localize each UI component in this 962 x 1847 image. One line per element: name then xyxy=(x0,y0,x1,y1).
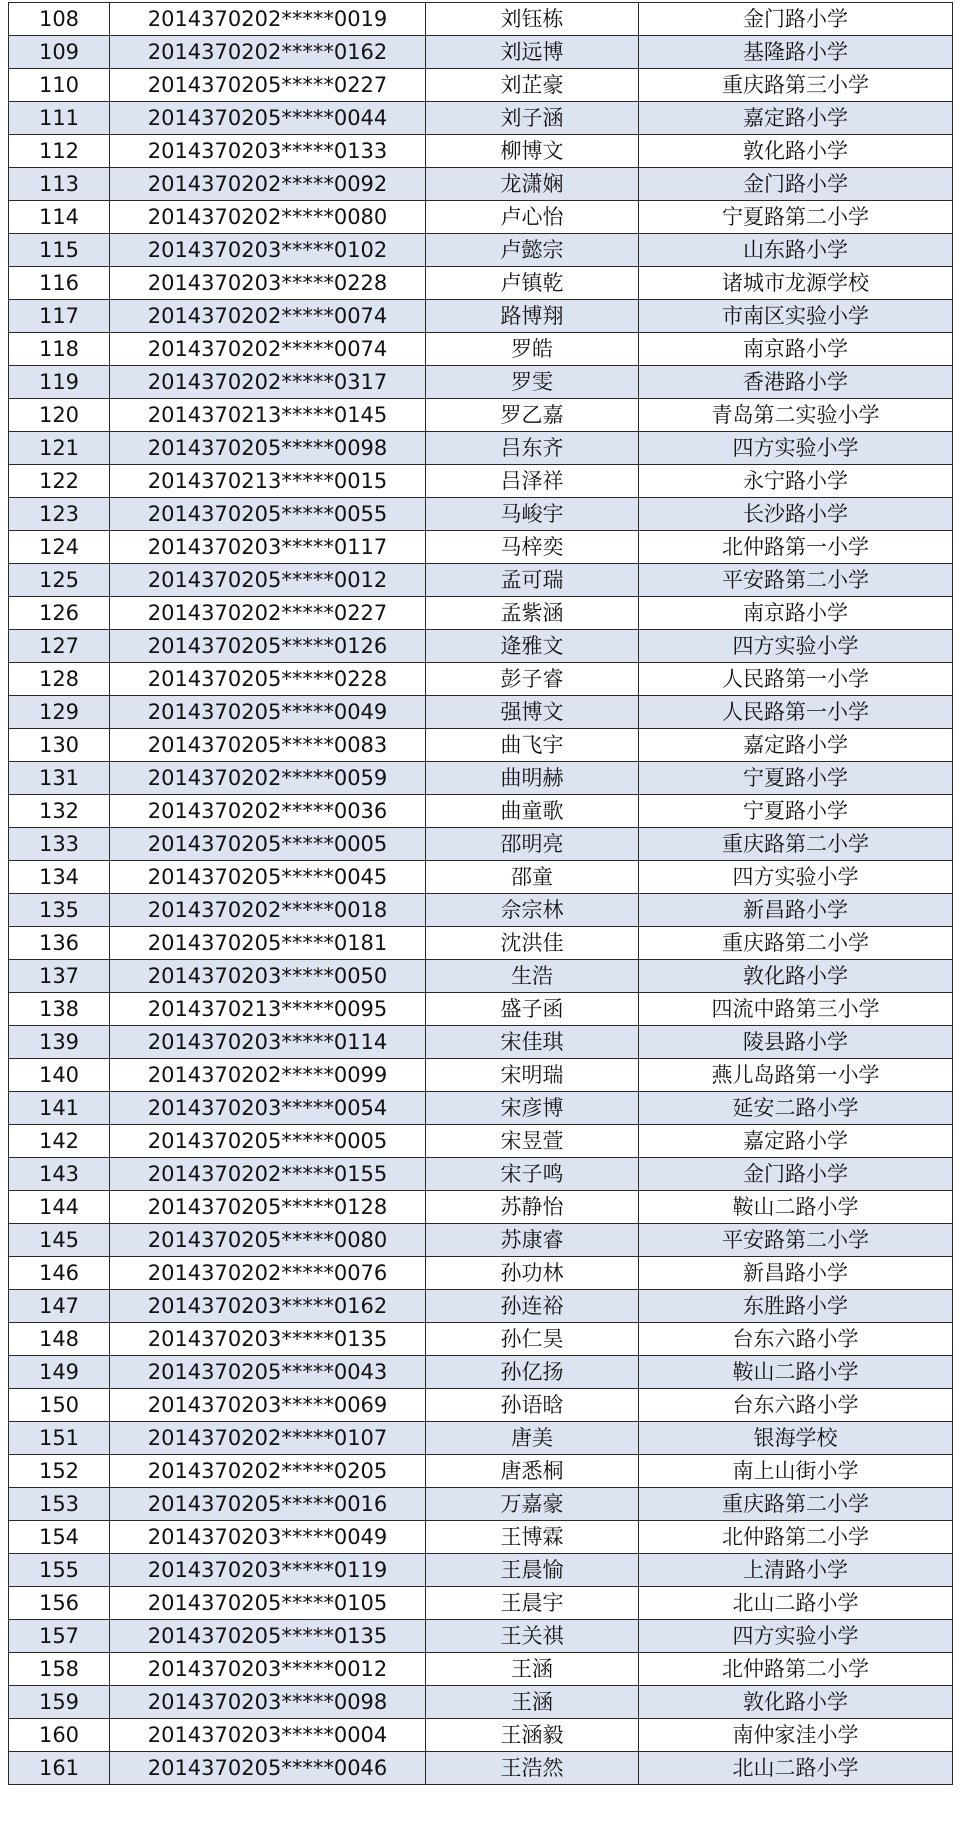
row-number-cell: 122 xyxy=(9,465,110,498)
student-name-cell: 孙仁昊 xyxy=(426,1323,639,1356)
table-row xyxy=(9,729,953,762)
school-cell: 北山二路小学 xyxy=(639,1587,953,1620)
table-row xyxy=(9,1092,953,1125)
student-id-cell: 2014370203*****0114 xyxy=(110,1026,426,1059)
student-name-cell: 宋佳琪 xyxy=(426,1026,639,1059)
student-id-cell: 2014370202*****0107 xyxy=(110,1422,426,1455)
table-row xyxy=(9,498,953,531)
student-id-cell: 2014370203*****0102 xyxy=(110,234,426,267)
school-cell: 上清路小学 xyxy=(639,1554,953,1587)
table-row xyxy=(9,993,953,1026)
student-name-cell: 柳博文 xyxy=(426,135,639,168)
table-row xyxy=(9,762,953,795)
school-cell: 新昌路小学 xyxy=(639,1257,953,1290)
school-cell: 人民路第一小学 xyxy=(639,663,953,696)
row-number-cell: 154 xyxy=(9,1521,110,1554)
student-id-cell: 2014370203*****0162 xyxy=(110,1290,426,1323)
row-number-cell: 159 xyxy=(9,1686,110,1719)
table-row xyxy=(9,465,953,498)
row-number-cell: 136 xyxy=(9,927,110,960)
table-row xyxy=(9,894,953,927)
row-number-cell: 117 xyxy=(9,300,110,333)
school-cell: 敦化路小学 xyxy=(639,1686,953,1719)
student-id-cell: 2014370205*****0080 xyxy=(110,1224,426,1257)
school-cell: 台东六路小学 xyxy=(639,1323,953,1356)
school-cell: 金门路小学 xyxy=(639,168,953,201)
student-id-cell: 2014370202*****0036 xyxy=(110,795,426,828)
table-row xyxy=(9,696,953,729)
school-cell: 重庆路第二小学 xyxy=(639,828,953,861)
table-row xyxy=(9,861,953,894)
student-name-cell: 路博翔 xyxy=(426,300,639,333)
row-number-cell: 118 xyxy=(9,333,110,366)
row-number-cell: 153 xyxy=(9,1488,110,1521)
student-name-cell: 孟紫涵 xyxy=(426,597,639,630)
student-name-cell: 马峻宇 xyxy=(426,498,639,531)
student-table xyxy=(8,2,953,1785)
table-row xyxy=(9,564,953,597)
student-name-cell: 马梓奕 xyxy=(426,531,639,564)
student-id-cell: 2014370205*****0083 xyxy=(110,729,426,762)
table-row xyxy=(9,333,953,366)
student-name-cell: 孟可瑞 xyxy=(426,564,639,597)
student-name-cell: 王涵毅 xyxy=(426,1719,639,1752)
student-id-cell: 2014370205*****0098 xyxy=(110,432,426,465)
student-id-cell: 2014370205*****0005 xyxy=(110,1125,426,1158)
table-row xyxy=(9,1620,953,1653)
student-id-cell: 2014370202*****0019 xyxy=(110,3,426,36)
student-id-cell: 2014370203*****0004 xyxy=(110,1719,426,1752)
student-name-cell: 刘芷豪 xyxy=(426,69,639,102)
school-cell: 平安路第二小学 xyxy=(639,564,953,597)
table-row xyxy=(9,1455,953,1488)
student-id-cell: 2014370205*****0055 xyxy=(110,498,426,531)
school-cell: 银海学校 xyxy=(639,1422,953,1455)
row-number-cell: 126 xyxy=(9,597,110,630)
row-number-cell: 127 xyxy=(9,630,110,663)
table-row xyxy=(9,201,953,234)
student-name-cell: 宋子鸣 xyxy=(426,1158,639,1191)
student-id-cell: 2014370203*****0098 xyxy=(110,1686,426,1719)
table-row xyxy=(9,1587,953,1620)
student-name-cell: 卢心怡 xyxy=(426,201,639,234)
table-row xyxy=(9,1719,953,1752)
row-number-cell: 109 xyxy=(9,36,110,69)
student-id-cell: 2014370203*****0119 xyxy=(110,1554,426,1587)
row-number-cell: 108 xyxy=(9,3,110,36)
table-row xyxy=(9,1158,953,1191)
student-id-cell: 2014370205*****0228 xyxy=(110,663,426,696)
row-number-cell: 149 xyxy=(9,1356,110,1389)
row-number-cell: 156 xyxy=(9,1587,110,1620)
student-id-cell: 2014370203*****0049 xyxy=(110,1521,426,1554)
row-number-cell: 120 xyxy=(9,399,110,432)
row-number-cell: 148 xyxy=(9,1323,110,1356)
table-row xyxy=(9,1026,953,1059)
student-id-cell: 2014370205*****0105 xyxy=(110,1587,426,1620)
row-number-cell: 112 xyxy=(9,135,110,168)
student-id-cell: 2014370202*****0227 xyxy=(110,597,426,630)
table-row xyxy=(9,168,953,201)
table-body xyxy=(9,3,953,1785)
student-id-cell: 2014370205*****0128 xyxy=(110,1191,426,1224)
school-cell: 金门路小学 xyxy=(639,3,953,36)
school-cell: 重庆路第三小学 xyxy=(639,69,953,102)
school-cell: 敦化路小学 xyxy=(639,960,953,993)
student-id-cell: 2014370213*****0095 xyxy=(110,993,426,1026)
table-row xyxy=(9,630,953,663)
row-number-cell: 145 xyxy=(9,1224,110,1257)
table-row xyxy=(9,927,953,960)
table-row xyxy=(9,1422,953,1455)
row-number-cell: 113 xyxy=(9,168,110,201)
student-id-cell: 2014370203*****0069 xyxy=(110,1389,426,1422)
student-name-cell: 孙语晗 xyxy=(426,1389,639,1422)
school-cell: 四流中路第三小学 xyxy=(639,993,953,1026)
table-row xyxy=(9,663,953,696)
row-number-cell: 119 xyxy=(9,366,110,399)
student-name-cell: 吕东齐 xyxy=(426,432,639,465)
row-number-cell: 132 xyxy=(9,795,110,828)
student-name-cell: 卢懿宗 xyxy=(426,234,639,267)
student-id-cell: 2014370202*****0155 xyxy=(110,1158,426,1191)
student-name-cell: 沈洪佳 xyxy=(426,927,639,960)
row-number-cell: 160 xyxy=(9,1719,110,1752)
table-row xyxy=(9,135,953,168)
student-name-cell: 万嘉豪 xyxy=(426,1488,639,1521)
student-id-cell: 2014370203*****0054 xyxy=(110,1092,426,1125)
row-number-cell: 123 xyxy=(9,498,110,531)
student-id-cell: 2014370203*****0135 xyxy=(110,1323,426,1356)
table-row xyxy=(9,1059,953,1092)
school-cell: 敦化路小学 xyxy=(639,135,953,168)
row-number-cell: 111 xyxy=(9,102,110,135)
student-name-cell: 生浩 xyxy=(426,960,639,993)
row-number-cell: 150 xyxy=(9,1389,110,1422)
student-name-cell: 邵明亮 xyxy=(426,828,639,861)
student-name-cell: 逄雅文 xyxy=(426,630,639,663)
student-id-cell: 2014370205*****0049 xyxy=(110,696,426,729)
table-row xyxy=(9,960,953,993)
school-cell: 金门路小学 xyxy=(639,1158,953,1191)
student-id-cell: 2014370205*****0044 xyxy=(110,102,426,135)
table-row xyxy=(9,531,953,564)
row-number-cell: 138 xyxy=(9,993,110,1026)
row-number-cell: 152 xyxy=(9,1455,110,1488)
table-row xyxy=(9,1521,953,1554)
student-id-cell: 2014370202*****0080 xyxy=(110,201,426,234)
school-cell: 东胜路小学 xyxy=(639,1290,953,1323)
student-id-cell: 2014370202*****0205 xyxy=(110,1455,426,1488)
student-name-cell: 宋明瑞 xyxy=(426,1059,639,1092)
school-cell: 陵县路小学 xyxy=(639,1026,953,1059)
student-name-cell: 罗乙嘉 xyxy=(426,399,639,432)
row-number-cell: 161 xyxy=(9,1752,110,1785)
row-number-cell: 124 xyxy=(9,531,110,564)
student-id-cell: 2014370203*****0012 xyxy=(110,1653,426,1686)
student-id-cell: 2014370202*****0092 xyxy=(110,168,426,201)
student-name-cell: 王晨愉 xyxy=(426,1554,639,1587)
student-name-cell: 刘子涵 xyxy=(426,102,639,135)
student-name-cell: 王关祺 xyxy=(426,1620,639,1653)
row-number-cell: 116 xyxy=(9,267,110,300)
student-id-cell: 2014370205*****0181 xyxy=(110,927,426,960)
row-number-cell: 125 xyxy=(9,564,110,597)
school-cell: 北仲路第二小学 xyxy=(639,1653,953,1686)
student-name-cell: 曲童歌 xyxy=(426,795,639,828)
table-row xyxy=(9,1323,953,1356)
school-cell: 重庆路第二小学 xyxy=(639,927,953,960)
student-name-cell: 刘钰栋 xyxy=(426,3,639,36)
row-number-cell: 157 xyxy=(9,1620,110,1653)
student-name-cell: 罗雯 xyxy=(426,366,639,399)
row-number-cell: 134 xyxy=(9,861,110,894)
school-cell: 永宁路小学 xyxy=(639,465,953,498)
student-name-cell: 唐悉桐 xyxy=(426,1455,639,1488)
student-id-cell: 2014370202*****0076 xyxy=(110,1257,426,1290)
school-cell: 延安二路小学 xyxy=(639,1092,953,1125)
student-id-cell: 2014370213*****0015 xyxy=(110,465,426,498)
student-id-cell: 2014370202*****0317 xyxy=(110,366,426,399)
row-number-cell: 128 xyxy=(9,663,110,696)
row-number-cell: 131 xyxy=(9,762,110,795)
school-cell: 四方实验小学 xyxy=(639,630,953,663)
student-name-cell: 彭子睿 xyxy=(426,663,639,696)
school-cell: 宁夏路小学 xyxy=(639,795,953,828)
student-name-cell: 佘宗林 xyxy=(426,894,639,927)
student-name-cell: 卢镇乾 xyxy=(426,267,639,300)
student-name-cell: 曲明赫 xyxy=(426,762,639,795)
student-id-cell: 2014370205*****0005 xyxy=(110,828,426,861)
student-name-cell: 龙潇娴 xyxy=(426,168,639,201)
student-id-cell: 2014370202*****0099 xyxy=(110,1059,426,1092)
row-number-cell: 139 xyxy=(9,1026,110,1059)
student-id-cell: 2014370205*****0012 xyxy=(110,564,426,597)
school-cell: 青岛第二实验小学 xyxy=(639,399,953,432)
table-row xyxy=(9,1290,953,1323)
student-id-cell: 2014370202*****0074 xyxy=(110,333,426,366)
school-cell: 鞍山二路小学 xyxy=(639,1191,953,1224)
school-cell: 平安路第二小学 xyxy=(639,1224,953,1257)
row-number-cell: 147 xyxy=(9,1290,110,1323)
table-row xyxy=(9,36,953,69)
school-cell: 南京路小学 xyxy=(639,333,953,366)
row-number-cell: 129 xyxy=(9,696,110,729)
school-cell: 北山二路小学 xyxy=(639,1752,953,1785)
row-number-cell: 141 xyxy=(9,1092,110,1125)
student-id-cell: 2014370203*****0228 xyxy=(110,267,426,300)
school-cell: 南上山街小学 xyxy=(639,1455,953,1488)
table-row xyxy=(9,1653,953,1686)
row-number-cell: 158 xyxy=(9,1653,110,1686)
table-row xyxy=(9,234,953,267)
school-cell: 北仲路第二小学 xyxy=(639,1521,953,1554)
student-id-cell: 2014370205*****0016 xyxy=(110,1488,426,1521)
student-name-cell: 孙亿扬 xyxy=(426,1356,639,1389)
table-row xyxy=(9,69,953,102)
table-row xyxy=(9,597,953,630)
row-number-cell: 151 xyxy=(9,1422,110,1455)
school-cell: 四方实验小学 xyxy=(639,1620,953,1653)
school-cell: 山东路小学 xyxy=(639,234,953,267)
student-name-cell: 宋昱萱 xyxy=(426,1125,639,1158)
row-number-cell: 130 xyxy=(9,729,110,762)
table-row xyxy=(9,102,953,135)
student-name-cell: 邵童 xyxy=(426,861,639,894)
school-cell: 燕儿岛路第一小学 xyxy=(639,1059,953,1092)
table-row xyxy=(9,300,953,333)
school-cell: 市南区实验小学 xyxy=(639,300,953,333)
table-row xyxy=(9,432,953,465)
student-id-cell: 2014370205*****0045 xyxy=(110,861,426,894)
student-name-cell: 孙功林 xyxy=(426,1257,639,1290)
school-cell: 嘉定路小学 xyxy=(639,102,953,135)
student-id-cell: 2014370203*****0133 xyxy=(110,135,426,168)
row-number-cell: 110 xyxy=(9,69,110,102)
student-id-cell: 2014370202*****0074 xyxy=(110,300,426,333)
table-row xyxy=(9,1554,953,1587)
student-name-cell: 苏静怡 xyxy=(426,1191,639,1224)
student-id-cell: 2014370202*****0059 xyxy=(110,762,426,795)
school-cell: 宁夏路第二小学 xyxy=(639,201,953,234)
table-row xyxy=(9,1389,953,1422)
row-number-cell: 140 xyxy=(9,1059,110,1092)
row-number-cell: 155 xyxy=(9,1554,110,1587)
row-number-cell: 114 xyxy=(9,201,110,234)
school-cell: 嘉定路小学 xyxy=(639,729,953,762)
school-cell: 香港路小学 xyxy=(639,366,953,399)
table-row xyxy=(9,1224,953,1257)
row-number-cell: 137 xyxy=(9,960,110,993)
student-id-cell: 2014370205*****0046 xyxy=(110,1752,426,1785)
school-cell: 宁夏路小学 xyxy=(639,762,953,795)
student-name-cell: 王晨宇 xyxy=(426,1587,639,1620)
row-number-cell: 135 xyxy=(9,894,110,927)
table-row xyxy=(9,795,953,828)
row-number-cell: 142 xyxy=(9,1125,110,1158)
table-row xyxy=(9,267,953,300)
school-cell: 诸城市龙源学校 xyxy=(639,267,953,300)
student-name-cell: 唐美 xyxy=(426,1422,639,1455)
row-number-cell: 143 xyxy=(9,1158,110,1191)
student-id-cell: 2014370205*****0126 xyxy=(110,630,426,663)
row-number-cell: 146 xyxy=(9,1257,110,1290)
student-name-cell: 王博霖 xyxy=(426,1521,639,1554)
table-row xyxy=(9,1191,953,1224)
student-id-cell: 2014370203*****0117 xyxy=(110,531,426,564)
table-row xyxy=(9,1257,953,1290)
school-cell: 南京路小学 xyxy=(639,597,953,630)
student-name-cell: 盛子函 xyxy=(426,993,639,1026)
student-name-cell: 王浩然 xyxy=(426,1752,639,1785)
row-number-cell: 121 xyxy=(9,432,110,465)
school-cell: 长沙路小学 xyxy=(639,498,953,531)
school-cell: 北仲路第一小学 xyxy=(639,531,953,564)
student-name-cell: 王涵 xyxy=(426,1686,639,1719)
table-row xyxy=(9,1488,953,1521)
student-name-cell: 吕泽祥 xyxy=(426,465,639,498)
school-cell: 人民路第一小学 xyxy=(639,696,953,729)
table-row xyxy=(9,1356,953,1389)
school-cell: 基隆路小学 xyxy=(639,36,953,69)
student-id-cell: 2014370205*****0043 xyxy=(110,1356,426,1389)
table-row xyxy=(9,828,953,861)
row-number-cell: 115 xyxy=(9,234,110,267)
student-name-cell: 曲飞宇 xyxy=(426,729,639,762)
student-id-cell: 2014370203*****0050 xyxy=(110,960,426,993)
student-name-cell: 宋彦博 xyxy=(426,1092,639,1125)
student-id-cell: 2014370205*****0227 xyxy=(110,69,426,102)
table-row xyxy=(9,3,953,36)
student-name-cell: 强博文 xyxy=(426,696,639,729)
school-cell: 四方实验小学 xyxy=(639,861,953,894)
row-number-cell: 133 xyxy=(9,828,110,861)
table-row xyxy=(9,1752,953,1785)
student-id-cell: 2014370213*****0145 xyxy=(110,399,426,432)
school-cell: 重庆路第二小学 xyxy=(639,1488,953,1521)
table-row xyxy=(9,399,953,432)
school-cell: 四方实验小学 xyxy=(639,432,953,465)
table-row xyxy=(9,1686,953,1719)
student-id-cell: 2014370202*****0162 xyxy=(110,36,426,69)
school-cell: 台东六路小学 xyxy=(639,1389,953,1422)
student-id-cell: 2014370205*****0135 xyxy=(110,1620,426,1653)
student-name-cell: 苏康睿 xyxy=(426,1224,639,1257)
student-name-cell: 孙连裕 xyxy=(426,1290,639,1323)
student-name-cell: 刘远博 xyxy=(426,36,639,69)
student-name-cell: 罗皓 xyxy=(426,333,639,366)
school-cell: 新昌路小学 xyxy=(639,894,953,927)
student-name-cell: 王涵 xyxy=(426,1653,639,1686)
table-row xyxy=(9,366,953,399)
row-number-cell: 144 xyxy=(9,1191,110,1224)
school-cell: 南仲家洼小学 xyxy=(639,1719,953,1752)
table-row xyxy=(9,1125,953,1158)
school-cell: 鞍山二路小学 xyxy=(639,1356,953,1389)
student-id-cell: 2014370202*****0018 xyxy=(110,894,426,927)
school-cell: 嘉定路小学 xyxy=(639,1125,953,1158)
